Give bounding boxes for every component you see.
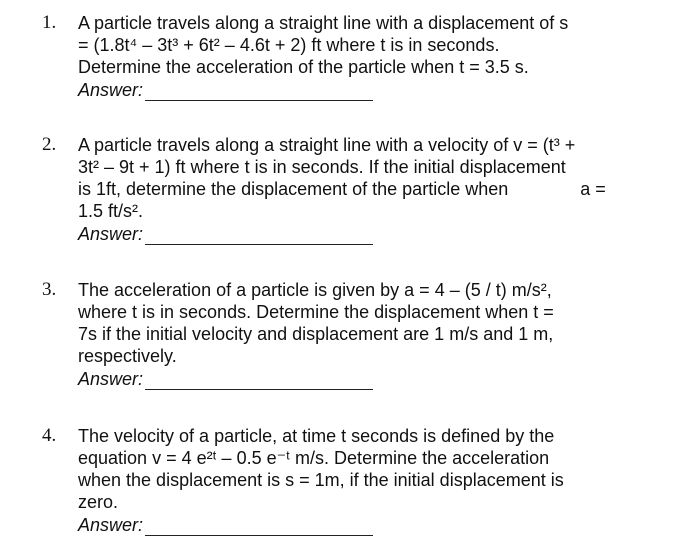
problem-line: where t is in seconds. Determine the displacement when t = [78, 302, 554, 322]
problem-line: A particle travels along a straight line with a velocity of v = (t³ + [78, 135, 576, 155]
answer-row [78, 368, 682, 390]
problem-number: 3. [42, 279, 57, 300]
answer-blank[interactable] [145, 519, 373, 536]
answer-label: Answer: [78, 369, 144, 389]
problem-2 [42, 134, 682, 245]
problem-line: a = [580, 179, 606, 199]
answer-row [78, 514, 682, 536]
problem-text [78, 12, 682, 101]
problem-line: = (1.8t⁴ – 3t³ + 6t² – 4.6t + 2) ft where t is in seconds. [78, 35, 500, 55]
problem-text [78, 134, 682, 245]
problem-line: is 1ft, determine the displacement of the particle when [78, 179, 509, 199]
problem-line-split [78, 178, 682, 200]
answer-row [78, 79, 682, 101]
problem-3 [42, 279, 682, 390]
problem-4 [42, 425, 682, 536]
answer-label: Answer: [78, 515, 144, 535]
answer-blank[interactable] [145, 84, 373, 101]
problem-line: The velocity of a particle, at time t seconds is defined by the [78, 426, 555, 446]
answer-blank[interactable] [145, 373, 373, 390]
problem-line: 3t² – 9t + 1) ft where t is in seconds. If the initial displacement [78, 157, 566, 177]
problem-number: 4. [42, 425, 57, 446]
answer-row [78, 223, 682, 245]
problem-text [78, 279, 682, 390]
problem-line: Determine the acceleration of the particle when t = 3.5 s. [78, 57, 529, 77]
problem-number: 2. [42, 134, 57, 155]
problem-number: 1. [42, 12, 57, 33]
answer-label: Answer: [78, 224, 144, 244]
problem-line: equation v = 4 e²ᵗ – 0.5 e⁻ᵗ m/s. Determine the acceleration [78, 448, 550, 468]
problem-1 [42, 12, 682, 101]
problem-line: when the displacement is s = 1m, if the initial displacement is [78, 470, 564, 490]
problem-line: 7s if the initial velocity and displacement are 1 m/s and 1 m, [78, 324, 554, 344]
problem-line: 1.5 ft/s². [78, 201, 144, 221]
problem-text [78, 425, 682, 536]
problem-line: The acceleration of a particle is given by a = 4 – (5 / t) m/s², [78, 280, 552, 300]
problem-line: A particle travels along a straight line with a displacement of s [78, 13, 569, 33]
problem-line: respectively. [78, 346, 177, 366]
problem-line: zero. [78, 492, 119, 512]
answer-label: Answer: [78, 80, 144, 100]
answer-blank[interactable] [145, 228, 373, 245]
